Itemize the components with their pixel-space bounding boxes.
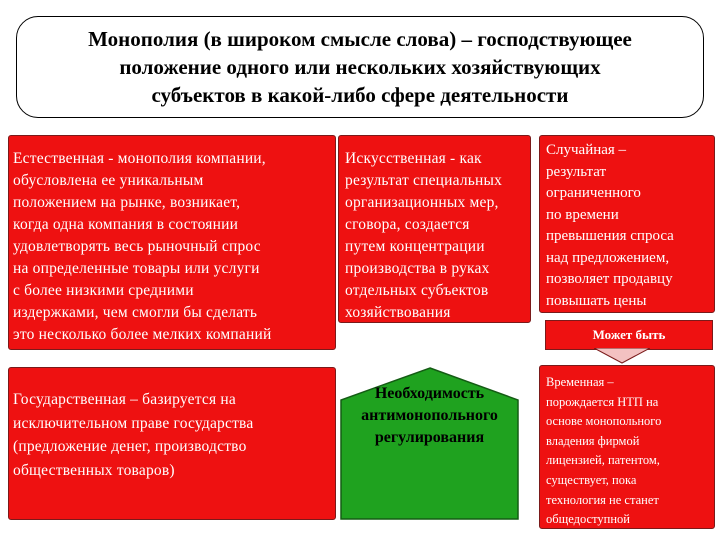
temporary-line: основе монопольного [546, 414, 662, 429]
artificial-line: Искусственная - как [345, 150, 482, 167]
state-line: (предложение денег, производство [13, 438, 247, 455]
natural-line: Естественная - монополия компании, [13, 150, 266, 167]
natural-line: на определенные товары или услуги [13, 260, 260, 277]
temporary-line: существует, пока [546, 472, 637, 487]
artificial-line: путем концентрации [345, 238, 485, 255]
random-line: повышать цены [546, 292, 647, 309]
natural-line: удовлетворять весь рыночный спрос [13, 238, 261, 255]
state-line: исключительном праве государства [13, 414, 254, 432]
antimonopoly-regulation-pentagon [340, 367, 519, 520]
random-line: ограниченного [546, 185, 641, 201]
artificial-monopoly-box [338, 135, 531, 323]
artificial-line: хозяйствования [345, 304, 451, 321]
artificial-line: сговора, создается [345, 216, 470, 233]
necessity-line: Необходимость [374, 385, 485, 402]
state-monopoly-box [8, 367, 336, 520]
natural-line: положением на рынке, возникает, [13, 194, 241, 211]
title-line: субъектов в какой-либо сфере деятельности [151, 83, 569, 107]
title-line: Монополия (в широком смысле слова) – господствующее [88, 27, 632, 51]
artificial-line: производства в руках [345, 260, 490, 277]
artificial-line: результат специальных [345, 172, 503, 189]
temporary-line: порождается НТП на [546, 394, 659, 409]
temporary-line: владения фирмой [546, 433, 640, 448]
temporary-line: технология не станет [546, 492, 659, 507]
random-line: превышения спроса [546, 228, 674, 244]
state-line: Государственная – базируется на [13, 391, 236, 408]
may-be-label: Может быть [545, 320, 713, 350]
title-line: положение одного или нескольких хозяйствующих [119, 55, 601, 79]
temporary-line: общедоступной [546, 512, 630, 527]
down-arrow-icon [594, 348, 650, 364]
natural-line: это несколько более мелких компаний [13, 326, 272, 343]
temporary-line: лицензией, патентом, [546, 453, 660, 468]
natural-monopoly-box [8, 135, 336, 350]
natural-line: с более низкими средними [13, 282, 194, 299]
artificial-line: организационных мер, [345, 194, 499, 211]
necessity-line: регулирования [374, 429, 485, 446]
temporary-monopoly-box [539, 365, 715, 529]
artificial-line: отдельных субъектов [345, 282, 489, 299]
random-monopoly-box [539, 135, 715, 313]
random-line: по времени [546, 206, 619, 223]
natural-line: когда одна компания в состоянии [13, 216, 239, 233]
natural-line: обусловлена ее уникальным [13, 172, 204, 189]
random-line: над предложением, [546, 249, 670, 266]
random-line: позволяет продавцу [546, 271, 673, 287]
random-line: Случайная – [546, 142, 627, 158]
temporary-line: Временная – [546, 375, 614, 389]
monopoly-definition-title [16, 16, 704, 118]
state-line: общественных товаров) [13, 461, 175, 479]
necessity-line: антимонопольного [361, 407, 498, 424]
random-line: результат [546, 163, 607, 180]
natural-line: издержками, чем смогли бы сделать [13, 304, 258, 321]
